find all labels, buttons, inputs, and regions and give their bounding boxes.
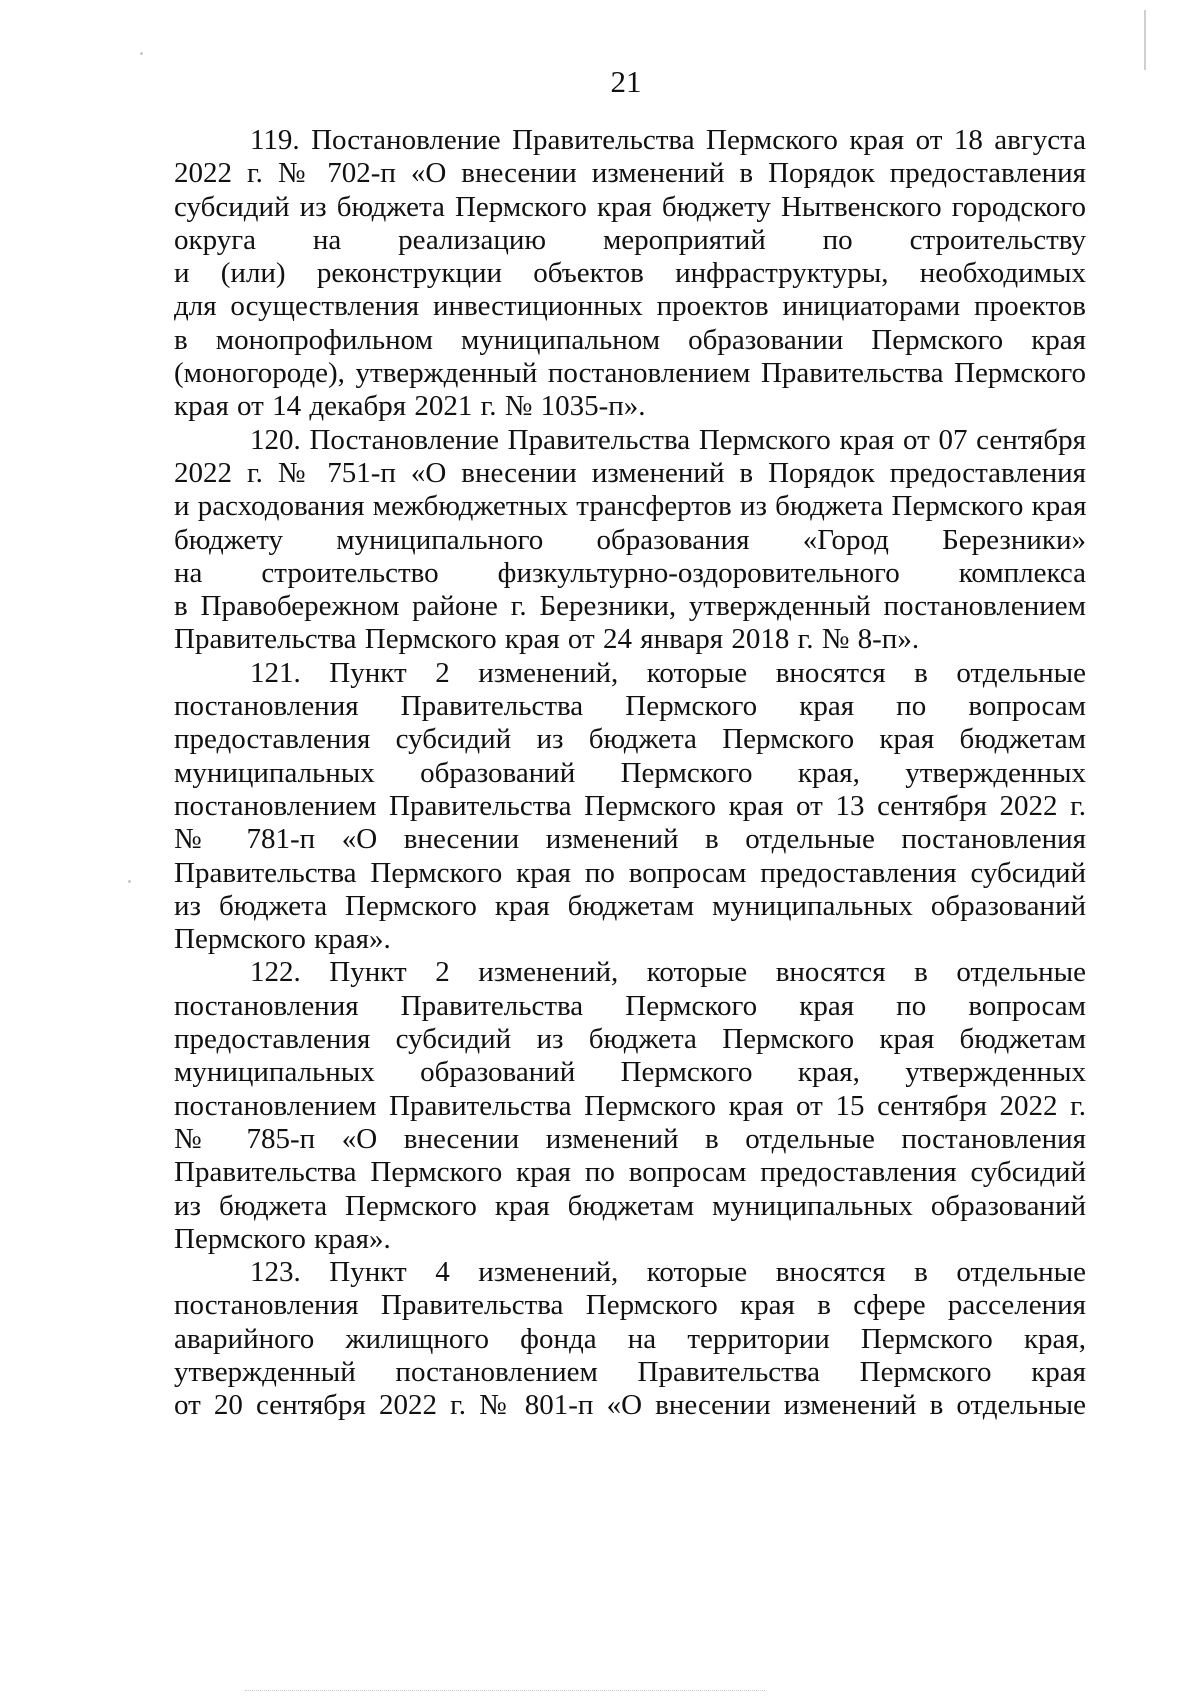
paragraph-line: № 785-п «О внесении изменений в отдельные постановления	[174, 1122, 1086, 1155]
paragraph-line: субсидий из бюджета Пермского края бюджету Нытвенского городского	[174, 190, 1086, 223]
paragraph-line: постановления Правительства Пермского края по вопросам	[174, 690, 1086, 723]
paragraph-line: края от 14 декабря 2021 г. № 1035-п».	[174, 390, 646, 423]
paragraph-item-121	[174, 657, 1086, 957]
paragraph-line: 119. Постановление Правительства Пермского края от 18 августа	[250, 124, 1086, 156]
paragraph-item-122	[174, 956, 1086, 1256]
paragraph-line: постановления Правительства Пермского края по вопросам	[174, 989, 1086, 1022]
paragraph-line: Пермского края».	[174, 923, 391, 956]
paragraph-item-123	[174, 1256, 1086, 1422]
paragraph-line: (моногороде), утвержденный постановлением Правительства Пермского	[174, 357, 1086, 390]
paragraph-line: от 20 сентября 2022 г. № 801-п «О внесении изменений в отдельные	[174, 1389, 1086, 1422]
paragraph-line: в Правобережном районе г. Березники, утвержденный постановлением	[174, 590, 1086, 623]
paragraph-line: и (или) реконструкции объектов инфраструктуры, необходимых	[174, 257, 1086, 290]
paragraph-line: аварийного жилищного фонда на территории Пермского края,	[174, 1322, 1086, 1355]
paragraph-line: 121. Пункт 2 изменений, которые вносятся в отдельные	[250, 656, 1086, 689]
paragraph-line: предоставления субсидий из бюджета Пермского края бюджетам	[174, 1023, 1086, 1056]
paragraph-line: Пермского края».	[174, 1222, 391, 1255]
paragraph-line: № 781-п «О внесении изменений в отдельные постановления	[174, 823, 1086, 856]
paragraph-line: постановления Правительства Пермского края в сфере расселения	[174, 1289, 1086, 1322]
paragraph-line: округа на реализацию мероприятий по строительству	[174, 223, 1086, 256]
paragraph-line: на строительство физкультурно-оздоровительного комплекса	[174, 556, 1086, 589]
paragraph-item-120	[174, 424, 1086, 657]
paragraph-line: бюджету муниципального образования «Город Березники»	[174, 523, 1086, 556]
paragraph-line: муниципальных образований Пермского края, утвержденных	[174, 1056, 1086, 1089]
paragraph-line: и расходования межбюджетных трансфертов из бюджета Пермского края	[174, 490, 1087, 523]
page-number: 21	[610, 64, 642, 99]
paragraph-line: 2022 г. № 702-п «О внесении изменений в Порядок предоставления	[174, 157, 1086, 190]
paragraph-line: предоставления субсидий из бюджета Пермского края бюджетам	[174, 723, 1086, 756]
paragraph-line: 120. Постановление Правительства Пермского края от 07 сентября	[250, 423, 1086, 456]
paragraph-line: из бюджета Пермского края бюджетам муниципальных образований	[174, 889, 1086, 922]
paragraph-line: Правительства Пермского края от 24 января 2018 г. № 8-п».	[174, 623, 920, 656]
scan-speck	[140, 52, 143, 55]
paragraph-item-119	[174, 124, 1086, 424]
paragraph-line: постановлением Правительства Пермского края от 13 сентября 2022 г.	[174, 789, 1086, 822]
scan-bottom-artifact	[245, 1690, 765, 1692]
paragraph-line: утвержденный постановлением Правительства Пермского края	[174, 1355, 1086, 1388]
scan-speck	[128, 880, 131, 883]
paragraph-line: из бюджета Пермского края бюджетам муниципальных образований	[174, 1189, 1086, 1222]
scan-edge-mark	[1144, 10, 1146, 70]
paragraph-line: Правительства Пермского края по вопросам предоставления субсидий	[174, 1156, 1086, 1189]
paragraph-line: 123. Пункт 4 изменений, которые вносятся в отдельные	[250, 1256, 1086, 1289]
paragraph-line: муниципальных образований Пермского края, утвержденных	[174, 756, 1086, 789]
paragraph-line: 122. Пункт 2 изменений, которые вносятся в отдельные	[250, 956, 1086, 989]
paragraph-line: Правительства Пермского края по вопросам предоставления субсидий	[174, 856, 1086, 889]
paragraph-line: в монопрофильном муниципальном образовании Пермского края	[174, 323, 1086, 356]
paragraph-line: постановлением Правительства Пермского края от 15 сентября 2022 г.	[174, 1089, 1086, 1122]
document-body	[174, 124, 1086, 1423]
paragraph-line: для осуществления инвестиционных проектов инициаторами проектов	[174, 290, 1086, 323]
paragraph-line: 2022 г. № 751-п «О внесении изменений в Порядок предоставления	[174, 456, 1086, 489]
